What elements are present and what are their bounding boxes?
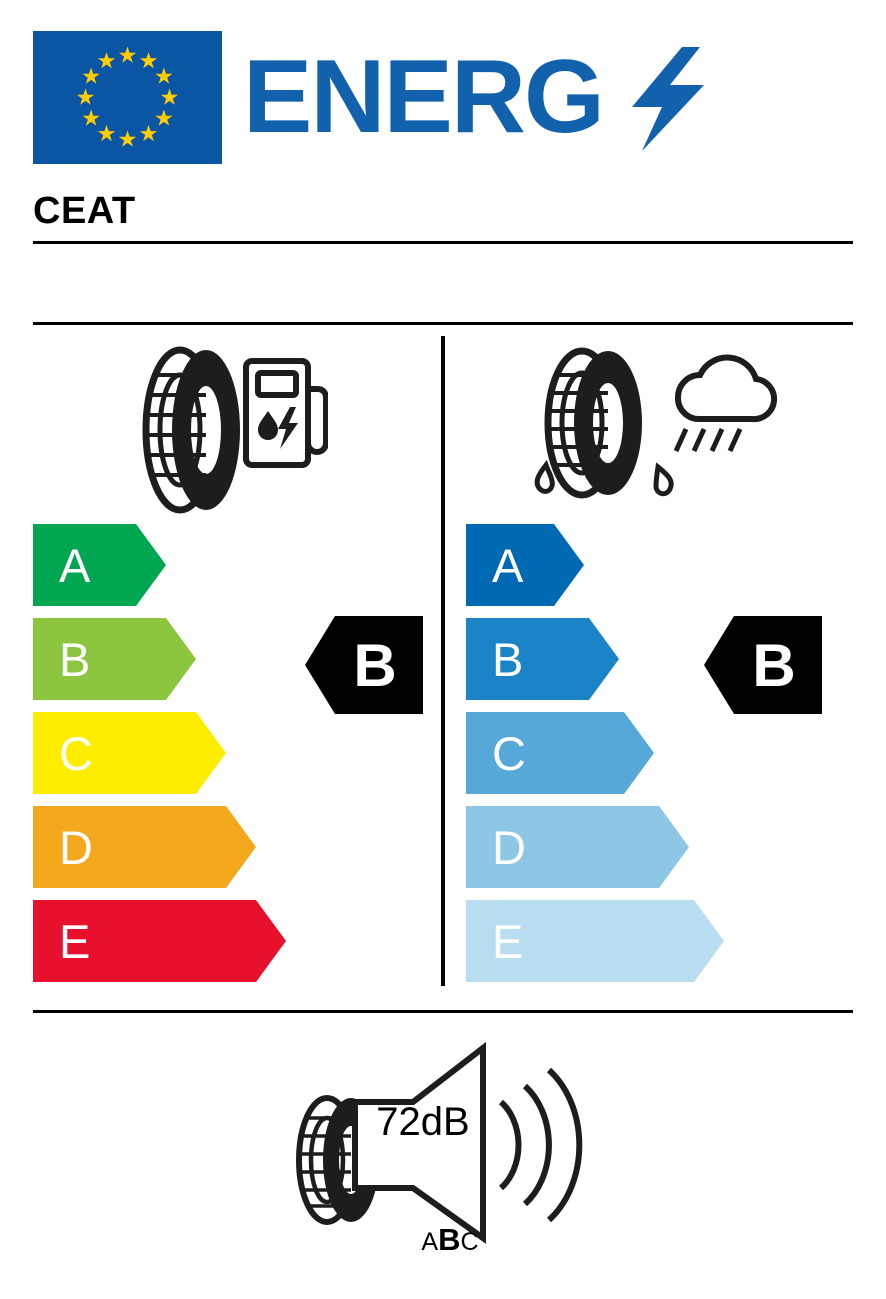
divider-top: [33, 322, 853, 325]
grip-class-d: [466, 806, 526, 888]
tire-icon: [146, 350, 240, 510]
grade-row: [33, 712, 93, 794]
sound-waves-icon: [501, 1070, 579, 1220]
grip-class-pointer: [704, 606, 822, 724]
wet-grip-scale: [466, 524, 526, 994]
grade-row: [466, 618, 526, 700]
fuel-class-pointer-label: B: [353, 631, 397, 699]
divider-brand: [33, 241, 853, 244]
fuel-class-b: [33, 618, 93, 700]
grade-row: [33, 618, 93, 700]
noise-class-c: C: [460, 1228, 479, 1256]
fuel-class-d: [33, 806, 93, 888]
fuel-class-e-label: E: [59, 914, 91, 968]
brand-name: CEAT: [33, 190, 136, 232]
eu-flag-icon: [33, 31, 222, 164]
fuel-class-e: [33, 900, 93, 982]
noise-class-scale: [390, 1222, 510, 1258]
grip-class-a: [466, 524, 526, 606]
lightning-bolt-icon: [622, 47, 712, 151]
fuel-class-a: [33, 524, 93, 606]
noise-value: 72dB: [376, 1100, 470, 1144]
noise-class-a: A: [421, 1228, 439, 1256]
grip-class-e-label: E: [492, 914, 524, 968]
grade-row: [33, 524, 93, 606]
fuel-class-c-label: C: [59, 726, 93, 780]
grade-row: [466, 524, 526, 606]
rain-cloud-icon: [676, 358, 774, 451]
grip-class-b-label: B: [492, 632, 524, 686]
grip-class-e: [466, 900, 526, 982]
tire-icon: [548, 351, 642, 495]
grip-class-c: [466, 712, 526, 794]
fuel-pump-icon: [246, 361, 326, 465]
fuel-efficiency-pictogram: [118, 345, 328, 515]
fuel-class-pointer: [305, 606, 423, 724]
grade-row: [33, 806, 93, 888]
divider-vertical: [441, 336, 445, 986]
grade-row: [466, 712, 526, 794]
grip-class-a-label: A: [492, 538, 524, 592]
wet-grip-pictogram: [520, 345, 790, 515]
grip-class-pointer-label: B: [752, 631, 796, 699]
noise-class-b-selected: B: [438, 1222, 461, 1257]
fuel-class-d-label: D: [59, 820, 93, 874]
fuel-class-a-label: A: [59, 538, 91, 592]
grip-class-d-label: D: [492, 820, 526, 874]
energy-wordmark: [243, 39, 603, 155]
fuel-efficiency-scale: [33, 524, 93, 994]
energy-wordmark-text: ENERG: [243, 39, 603, 155]
grip-class-c-label: C: [492, 726, 526, 780]
divider-bottom: [33, 1010, 853, 1013]
grade-row: [466, 806, 526, 888]
grade-row: [33, 900, 93, 982]
fuel-class-c: [33, 712, 93, 794]
grade-row: [466, 900, 526, 982]
fuel-class-b-label: B: [59, 632, 91, 686]
grip-class-b: [466, 618, 526, 700]
